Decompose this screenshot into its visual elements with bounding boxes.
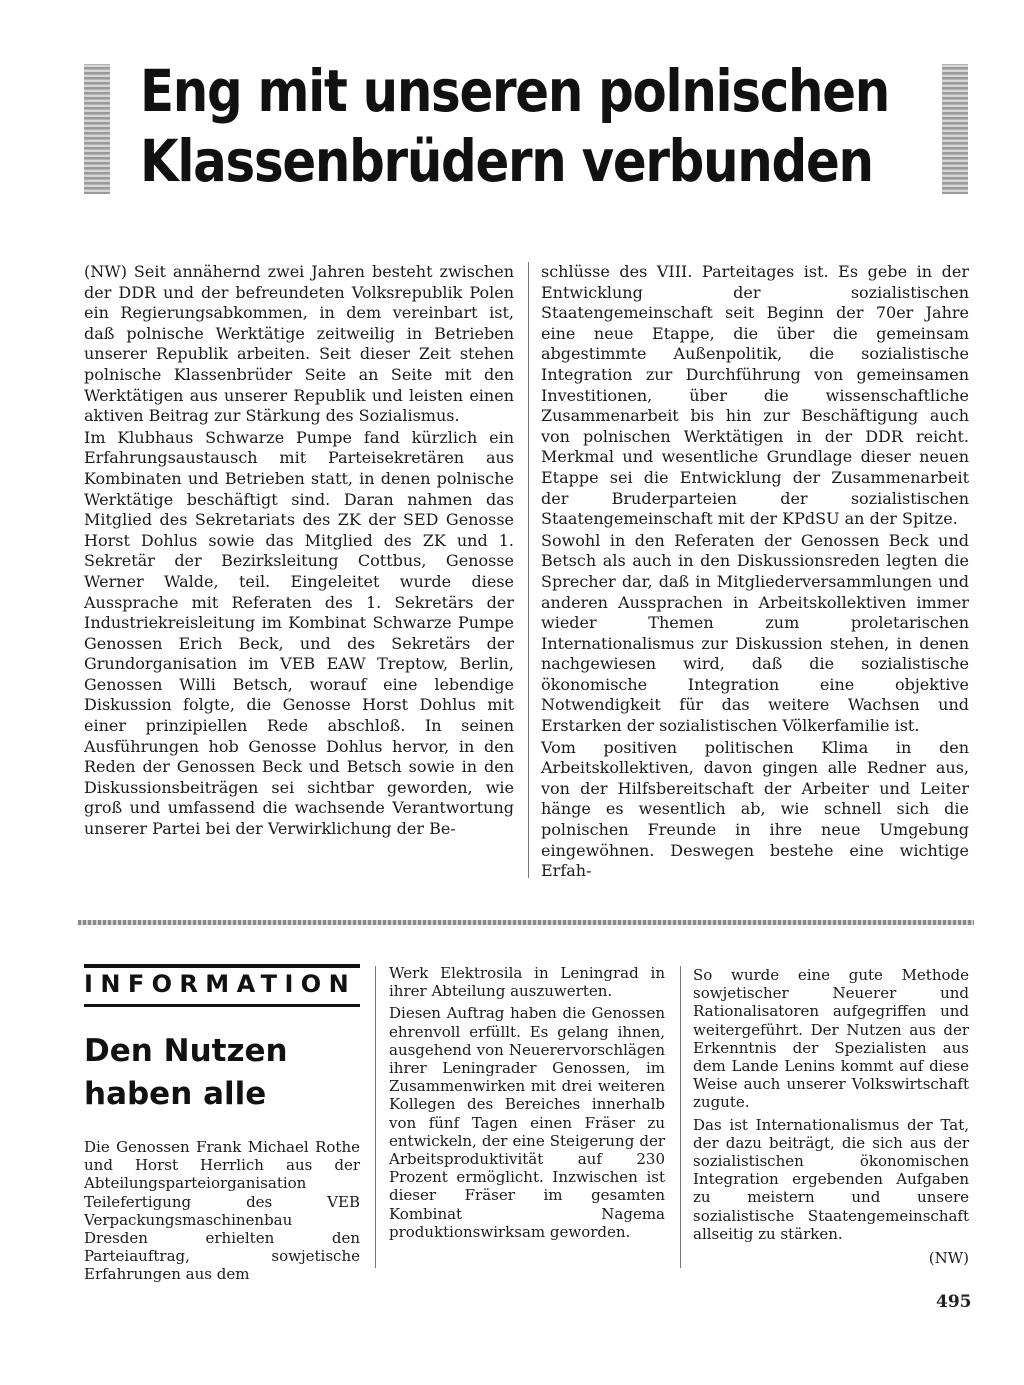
information-paragraph: So wurde eine gute Methode sowjetischer Neuerer und Rationalisatoren aufgegriffen und weitergeführt. Der Nutzen aus der Erkenntnis der Spezialisten aus dem Lande Lenins kommt auf diese Weise auch unserer Volkswirtschaft zugute. — [693, 966, 969, 1112]
column-divider — [528, 262, 529, 878]
headline-line-1: Eng mit unseren polnischen — [140, 57, 890, 125]
article-paragraph: Im Klubhaus Schwarze Pumpe fand kürzlich ein Erfahrungsaustausch mit Parteisekretären aus Kombinaten und Betrieben statt, in denen polnische Werktätige beschäftigt sind. Daran nahmen das Mitglied des Sekretariats des ZK der SED Genosse Horst Dohlus sowie das Mitglied des ZK und 1. Sekretär der Bezirksleitung Cottbus, Genosse Werner Walde, teil. Eingeleitet wurde diese Aussprache mit Referaten des 1. Sekretärs der Industriekreisleitung im Kombinat Schwarze Pumpe Genossen Erich Beck, und des Sekretärs der Grundorganisation im VEB EAW Treptow, Berlin, Genossen Willi Betsch, worauf eine lebendige Diskussion folgte, die Genosse Horst Dohlus mit einer prinzipiellen Rede abschloß. In seinen Ausführungen hob Genosse Dohlus hervor, in den Reden der Genossen Beck und Betsch sowie in den Diskussionsbeiträgen sei sichtbar geworden, wie groß und umfassend die wachsende Verantwortung unserer Partei bei der Verwirklichung der Be- — [84, 427, 514, 839]
information-title — [84, 1030, 288, 1116]
information-rule-bottom — [84, 1004, 360, 1007]
information-rule-top — [84, 964, 360, 968]
headline — [140, 56, 889, 196]
information-paragraph: Das ist Internationalismus der Tat, der dazu beiträgt, die sich aus der sozialistischen ökonomischen Integration ergebenden Aufgaben zu meistern und unsere sozialistische Staatengemeinschaft allseitig zu stärken. — [693, 1115, 969, 1243]
information-title-line-2: haben alle — [84, 1076, 267, 1112]
article-column-1 — [84, 262, 514, 841]
headline-left-bar — [84, 64, 110, 194]
article-paragraph: schlüsse des VIII. Parteitages ist. Es gebe in der Entwicklung der sozialistischen Staatengemeinschaft seit Beginn der 70er Jahre eine neue Etappe, die über die gemeinsam abgestimmte Außenpolitik, die sozialistische Integration zur Durchführung von gemeinsamen Investitionen, über die wissenschaftliche Zusammenarbeit bis hin zur Beschäftigung auch von polnischen Werktätigen in der DDR reicht. Merkmal und wesentliche Grundlage dieser neuen Etappe sei die Entwicklung der Zusammenarbeit der Bruderparteien der sozialistischen Staatengemeinschaft mit der KPdSU an der Spitze. — [541, 262, 969, 529]
information-column-1 — [84, 1138, 360, 1288]
article-column-2 — [541, 262, 969, 883]
information-title-line-1: Den Nutzen — [84, 1033, 288, 1069]
article-paragraph: Vom positiven politischen Klima in den Arbeitskollektiven, davon gingen alle Redner aus, von der Hilfsbereitschaft der Arbeiter und Leiter hänge es wesentlich ab, wie schnell sich die polnischen Freunde in ihre neue Umgebung eingewöhnen. Deswegen bestehe eine wichtige Erfah- — [541, 737, 969, 881]
column-divider — [375, 966, 376, 1268]
headline-block — [84, 56, 968, 196]
column-divider — [680, 966, 681, 1268]
headline-right-bar — [942, 64, 968, 194]
headline-line-2: Klassenbrüdern verbunden — [140, 127, 873, 195]
article-paragraph: Sowohl in den Referaten der Genossen Beck und Betsch als auch in den Diskussionsreden legten die Sprecher dar, daß in Mitgliederversammlungen und anderen Aussprachen in Arbeitskollektiven immer wieder Themen zum proletarischen Internationalismus zur Diskussion stehen, in denen nachgewiesen wird, daß die sozialistische ökonomische Integration eine objektive Notwendigkeit für das weitere Wachsen und Erstarken der sozialistischen Völkerfamilie ist. — [541, 530, 969, 736]
section-separator — [78, 920, 974, 925]
page-number: 495 — [936, 1292, 972, 1312]
author-signature: (NW) — [928, 1249, 969, 1268]
information-paragraph: Die Genossen Frank Michael Rothe und Horst Herrlich aus der Abteilungsparteiorganisation Teilefertigung des VEB Verpackungsmaschinenbau Dresden erhielten den Parteiauftrag, sowjetische Erfahrungen aus dem — [84, 1138, 360, 1284]
information-paragraph: Diesen Auftrag haben die Genossen ehrenvoll erfüllt. Es gelang ihnen, ausgehend von Neuerervorschlägen ihrer Leningrader Genossen, im Zusammenwirken mit drei weiteren Kollegen des Bereiches innerhalb von fünf Tagen einen Fräser zu entwickeln, der eine Steigerung der Arbeitsproduktivität auf 230 Prozent ermöglicht. Inzwischen ist dieser Fräser im gesamten Kombinat Nagema produktionswirksam geworden. — [389, 1004, 665, 1241]
information-column-3 — [693, 966, 969, 1267]
information-paragraph: Werk Elektrosila in Leningrad in ihrer Abteilung auszuwerten. — [389, 964, 665, 1001]
information-column-2 — [389, 964, 665, 1245]
information-label: INFORMATION — [84, 970, 357, 998]
article-paragraph: (NW) Seit annähernd zwei Jahren besteht zwischen der DDR und der befreundeten Volksrepublik Polen ein Regierungsabkommen, in dem vereinbart ist, daß polnische Werktätige zeitweilig in Betrieben unserer Republik arbeiten. Seit dieser Zeit stehen polnische Klassenbrüder Seite an Seite mit den Werktätigen aus unserer Republik und leisten einen aktiven Beitrag zur Stärkung des Sozialismus. — [84, 262, 514, 426]
